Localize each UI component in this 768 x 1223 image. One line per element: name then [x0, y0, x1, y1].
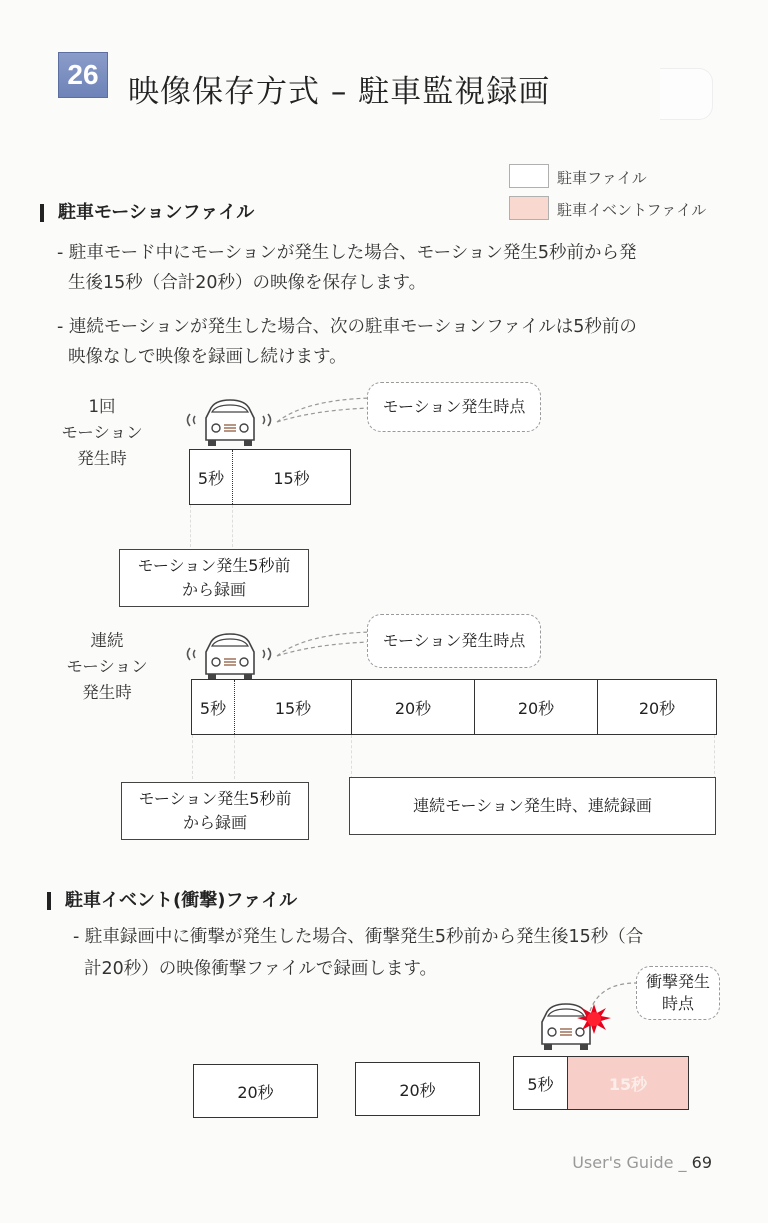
motion-point-bubble: モーション発生時点 — [367, 614, 541, 668]
single-motion-timeline — [189, 449, 351, 505]
segment-pre: 5秒 — [514, 1057, 568, 1109]
page-number: 69 — [691, 1153, 712, 1172]
motion-bullet-2-line-2: 映像なしで映像を録画し続けます。 — [68, 347, 347, 367]
page-footer — [572, 1153, 712, 1172]
segment-continuous: 20秒 — [475, 680, 598, 734]
segment-event: 15秒 — [568, 1057, 688, 1109]
legend-swatch-event-file — [509, 196, 549, 220]
guide-line — [192, 735, 193, 779]
segment-continuous: 20秒 — [352, 680, 475, 734]
guide-line — [190, 505, 191, 547]
continuous-motion-note-right: 連続モーション発生時、連続録画 — [349, 777, 716, 835]
segment-post: 15秒 — [235, 680, 352, 734]
section-heading-motion: 駐車モーションファイル — [58, 202, 255, 223]
car-impact-icon — [532, 1000, 642, 1058]
car-motion-icon — [180, 630, 280, 686]
segment-pre: 5秒 — [192, 680, 235, 734]
motion-bullet-1-line-2: 生後15秒（合計20秒）の映像を保存します。 — [68, 273, 427, 293]
segment-pre: 5秒 — [190, 450, 233, 504]
single-motion-label: 1回 モーション 発生時 — [61, 397, 143, 468]
event-bullet-line-2: 計20秒）の映像衝撃ファイルで録画します。 — [84, 959, 438, 979]
impact-point-bubble: 衝撃発生 時点 — [636, 966, 720, 1020]
continuous-motion-note-left: モーション発生5秒前 から録画 — [121, 782, 309, 840]
parking-file-box — [193, 1064, 318, 1118]
file-duration: 20秒 — [237, 1082, 274, 1102]
motion-bullet-2-line-1: - 連続モーションが発生した場合、次の駐車モーションファイルは5秒前の — [57, 317, 637, 337]
parking-file-box — [355, 1062, 480, 1116]
file-duration: 20秒 — [399, 1080, 436, 1100]
car-motion-icon — [180, 396, 280, 452]
legend-swatch-parking-file — [509, 164, 549, 188]
section-heading-event: 駐車イベント(衝撃)ファイル — [65, 890, 298, 911]
segment-post: 15秒 — [273, 468, 310, 488]
motion-point-bubble: モーション発生時点 — [367, 382, 541, 432]
continuous-motion-timeline — [191, 679, 717, 735]
guide-line — [234, 735, 235, 779]
callout-connector — [275, 624, 375, 664]
legend-label-event-file: 駐車イベントファイル — [557, 201, 707, 219]
guide-line — [232, 505, 233, 547]
segment-continuous: 20秒 — [638, 698, 676, 718]
event-bullet-line-1: - 駐車録画中に衝撃が発生した場合、衝撃発生5秒前から発生後15秒（合 — [73, 927, 644, 947]
guide-line — [351, 735, 352, 779]
title-decoration — [660, 68, 713, 120]
guide-line — [714, 735, 715, 779]
callout-connector — [275, 390, 375, 430]
legend-label-parking-file: 駐車ファイル — [557, 169, 647, 187]
section-marker — [40, 204, 44, 222]
section-number-badge: 26 — [58, 52, 108, 98]
continuous-motion-label: 連続 モーション 発生時 — [66, 631, 148, 702]
motion-bullet-1-line-1: - 駐車モード中にモーションが発生した場合、モーション発生5秒前から発 — [57, 243, 637, 263]
section-marker — [47, 892, 51, 910]
guide-label: User's Guide _ — [572, 1153, 687, 1172]
page-title: 映像保存方式 – 駐車監視録画 — [128, 74, 551, 110]
event-file-timeline — [513, 1056, 689, 1110]
single-motion-note: モーション発生5秒前 から録画 — [119, 549, 309, 607]
